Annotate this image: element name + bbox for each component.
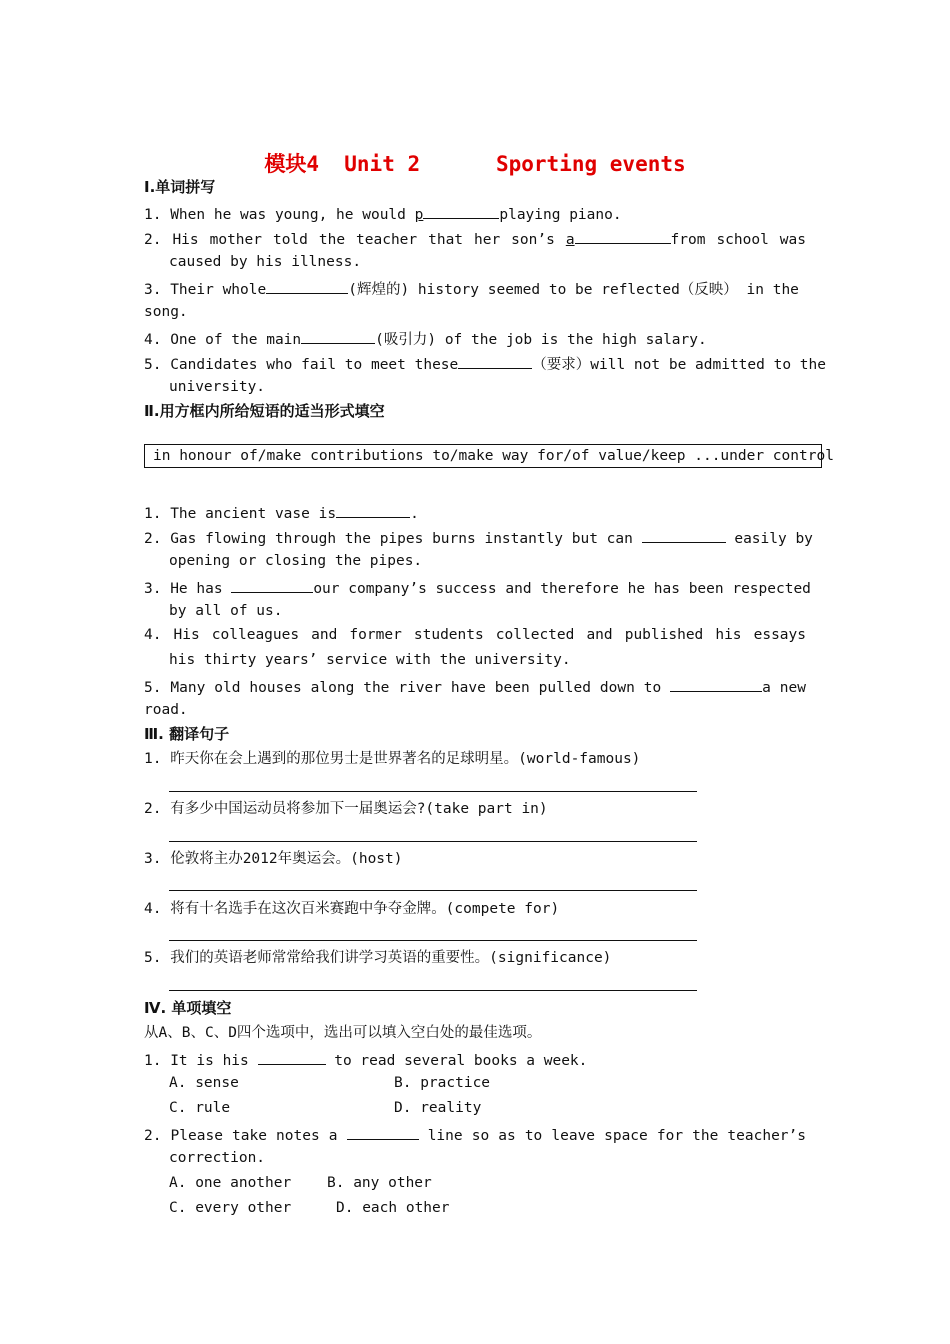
s2-q5-text: 5. Many old houses along the river have been pulled down to (144, 680, 671, 696)
s1-question-4 (144, 327, 806, 350)
s1-q5-continuation: university. (169, 379, 266, 395)
s4-q1-blank[interactable] (258, 1048, 326, 1065)
s2-q2-text: 2. Gas flowing through the pipes burns instantly but can (144, 531, 642, 547)
s2-q1-text-end: . (410, 506, 419, 522)
section-3-heading: Ⅲ. 翻译句子 (144, 725, 230, 743)
s1-q4-text-end: (吸引力) of the job is the high salary. (375, 332, 707, 348)
s1-q5-blank[interactable] (458, 352, 532, 369)
page-title: 模块4 Unit 2 Sporting events (264, 152, 686, 176)
s2-q3-text-end: our company’s success and therefore he has been respected (313, 581, 811, 597)
s1-q3-continuation: song. (144, 304, 188, 320)
s3-item-3: 3. 伦敦将主办2012年奥运会。(host) (144, 851, 403, 867)
s1-q2-blank[interactable] (575, 227, 671, 244)
s2-question-5 (144, 675, 806, 698)
s4-q1-option-a[interactable]: A. sense (169, 1075, 239, 1091)
s2-q1-text: 1. The ancient vase is (144, 506, 337, 522)
s1-q2-hint-letter: a (565, 232, 575, 248)
s2-q5-blank[interactable] (670, 675, 762, 692)
section-4-heading: Ⅳ. 单项填空 (144, 999, 232, 1017)
s1-q2-text-end: from school was (670, 232, 806, 248)
s1-q3-text: 3. Their whole (144, 282, 267, 298)
s1-q5-text-end: （要求）will not be admitted to the (532, 357, 826, 373)
s4-instruction: 从A、B、C、D四个选项中，选出可以填入空白处的最佳选项。 (144, 1025, 542, 1041)
s1-q2-continuation: caused by his illness. (169, 254, 362, 270)
s4-q1-text-end: to read several books a week. (325, 1053, 588, 1069)
s3-answer-line-5[interactable] (169, 990, 697, 991)
s2-question-2 (144, 526, 813, 549)
s2-q5-continuation: road. (144, 702, 188, 718)
s2-q2-continuation: opening or closing the pipes. (169, 553, 423, 569)
s4-q2-text-end: line so as to leave space for the teacher’s (418, 1128, 806, 1144)
s3-item-2: 2. 有多少中国运动员将参加下一届奥运会?(take part in) (144, 801, 548, 817)
s1-question-1 (144, 202, 806, 225)
s3-answer-line-1[interactable] (169, 791, 697, 792)
s1-q4-blank[interactable] (301, 327, 375, 344)
s1-q3-text-end: (辉煌的) history seemed to be reflected（反映） in the (348, 282, 799, 298)
s1-question-3 (144, 277, 806, 300)
s1-question-2 (144, 227, 806, 250)
s3-answer-line-4[interactable] (169, 940, 697, 941)
s4-q2-option-a[interactable]: A. one another (169, 1175, 292, 1191)
s3-item-1: 1. 昨天你在会上遇到的那位男士是世界著名的足球明星。(world-famous) (144, 751, 641, 767)
s2-q3-text: 3. He has (144, 581, 232, 597)
s4-q2-continuation: correction. (169, 1150, 266, 1166)
s2-q1-blank[interactable] (336, 501, 410, 518)
section-2-heading: Ⅱ.用方框内所给短语的适当形式填空 (144, 402, 385, 420)
s3-item-5: 5. 我们的英语老师常常给我们讲学习英语的重要性。(significance) (144, 950, 612, 966)
s4-q1-option-b[interactable]: B. practice (394, 1075, 491, 1091)
s4-q2-option-c[interactable]: C. every other (169, 1200, 292, 1216)
s2-question-3 (144, 576, 811, 599)
s3-answer-line-2[interactable] (169, 841, 697, 842)
s4-question-2 (144, 1123, 806, 1146)
s2-q3-blank[interactable] (231, 576, 313, 593)
s2-q2-blank[interactable] (642, 526, 726, 543)
s3-answer-line-3[interactable] (169, 890, 697, 891)
s1-q1-text-end: playing piano. (499, 207, 622, 223)
s1-q1-blank[interactable] (423, 202, 499, 219)
s4-question-1 (144, 1048, 806, 1071)
s4-q1-option-d[interactable]: D. reality (394, 1100, 482, 1116)
s2-q2-text-end: easily by (725, 531, 813, 547)
s1-question-5 (144, 352, 826, 375)
s4-q2-text: 2. Please take notes a (144, 1128, 347, 1144)
s2-question-1 (144, 501, 806, 524)
s1-q2-text: 2. His mother told the teacher that her son’s (144, 232, 566, 248)
section-1-heading: Ⅰ.单词拼写 (144, 178, 216, 196)
s2-question-4: 4. His colleagues and former students collected and published his essays (144, 627, 806, 643)
s1-q4-text: 4. One of the main (144, 332, 302, 348)
s3-item-4: 4. 将有十名选手在这次百米赛跑中争夺金牌。(compete for) (144, 901, 560, 917)
s2-q4-continuation: his thirty years’ service with the university. (169, 652, 571, 668)
s1-q1-hint-letter: p (414, 207, 424, 223)
s1-q3-blank[interactable] (266, 277, 348, 294)
s2-q3-continuation: by all of us. (169, 603, 283, 619)
phrase-box: in honour of/make contributions to/make way for/of value/keep ...under control (144, 444, 822, 468)
s2-q5-text-end: a new (762, 680, 806, 696)
s1-q1-text: 1. When he was young, he would (144, 207, 415, 223)
s4-q2-option-b[interactable]: B. any other (327, 1175, 432, 1191)
s4-q1-text: 1. It is his (144, 1053, 258, 1069)
s1-q5-text: 5. Candidates who fail to meet these (144, 357, 459, 373)
s4-q1-option-c[interactable]: C. rule (169, 1100, 231, 1116)
s4-q2-option-d[interactable]: D. each other (336, 1200, 450, 1216)
s4-q2-blank[interactable] (347, 1123, 419, 1140)
